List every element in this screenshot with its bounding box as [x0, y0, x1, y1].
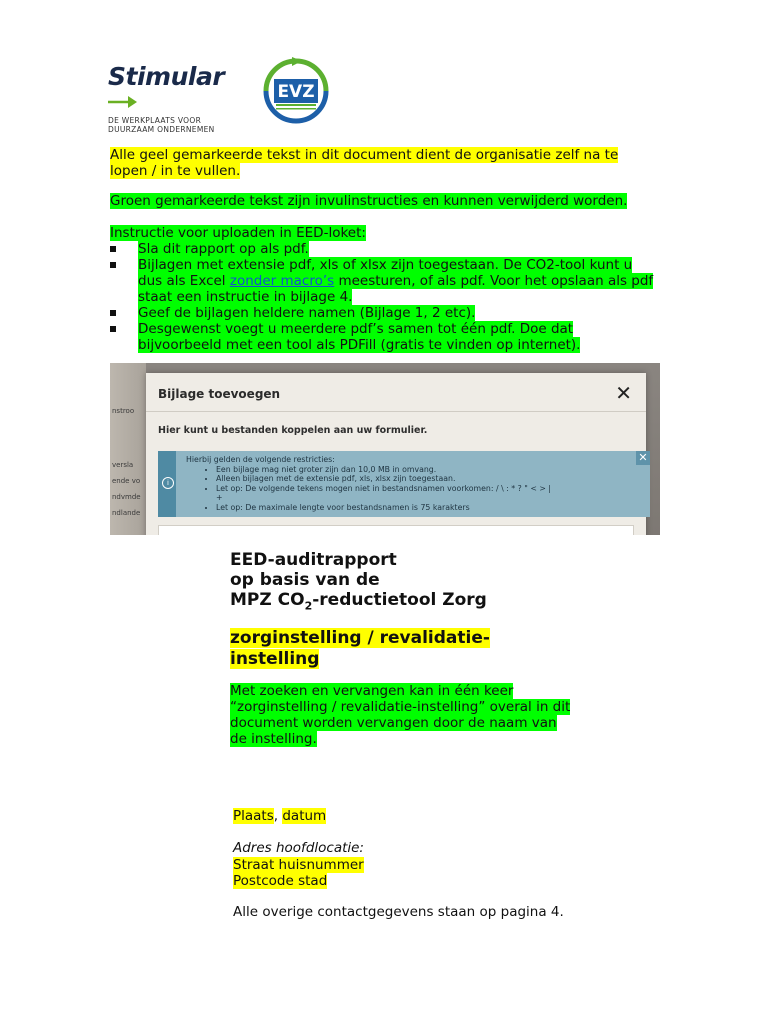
side-label: ndlande — [112, 509, 141, 517]
list-item: • Let op: De maximale lengte voor bestandsnamen is 75 karakters — [216, 503, 551, 513]
other-contacts-note: Alle overige contactgegevens staan op pagina 4. — [233, 904, 564, 920]
organisation-line: instelling — [230, 649, 320, 669]
instruction-line: “zorginstelling / revalidatie-instelling” overal in dit — [230, 699, 571, 715]
stimular-wordmark: Stimular — [108, 62, 225, 91]
dialog-subtitle: Hier kunt u bestanden koppelen aan uw formulier. — [158, 425, 428, 436]
side-label: versla — [112, 461, 134, 469]
upload-bullet-list — [110, 241, 658, 353]
title-text: MPZ CO — [230, 590, 305, 610]
stimular-tagline-line-2: DUURZAAM ONDERNEMEN — [108, 125, 215, 134]
title-line — [230, 590, 650, 616]
postcode-field: Postcode stad — [233, 873, 328, 889]
bullet-text: Geef de bijlagen heldere namen (Bijlage 1, 2 etc). — [138, 305, 476, 321]
bullet-icon — [110, 262, 116, 268]
list-item — [110, 241, 658, 257]
file-drop-area — [158, 525, 634, 535]
restrictions-heading: Hierbij gelden de volgende restricties: — [186, 455, 335, 464]
info-icon: i — [162, 477, 174, 489]
dialog-title: Bijlage toevoegen — [158, 387, 281, 401]
background-form-strip — [110, 363, 146, 535]
bullet-text: Sla dit rapport op als pdf. — [138, 241, 309, 257]
side-label: ndvmde — [112, 493, 141, 501]
list-item: • Let op: De volgende tekens mogen niet in bestandsnamen voorkomen: / \ : * ? " < > | — [216, 484, 551, 494]
street-field: Straat huisnummer — [233, 856, 364, 873]
instruction-line: de instelling. — [230, 731, 317, 747]
list-item: • Alleen bijlagen met de extensie pdf, xls, xlsx zijn toegestaan. — [216, 474, 551, 484]
bijlage-dialog — [146, 373, 646, 535]
green-note-paragraph — [110, 193, 658, 209]
list-item — [110, 321, 658, 353]
stimular-tagline — [108, 116, 248, 134]
close-icon: ✕ — [615, 381, 632, 405]
title-text: -reductietool Zorg — [312, 590, 487, 610]
stimular-tagline-line-1: DE WERKPLAATS VOOR — [108, 116, 202, 125]
yellow-note: Alle geel gemarkeerde tekst in dit document dient de organisatie zelf na te lopen / in te vullen. — [110, 147, 619, 179]
replace-instruction — [230, 683, 610, 747]
upload-heading: Instructie voor uploaden in EED-loket: — [110, 225, 366, 241]
bullet-icon — [110, 326, 116, 332]
list-item — [110, 305, 658, 321]
evz-wordmark: EVZ — [277, 82, 315, 102]
yellow-note-paragraph — [110, 147, 658, 179]
list-item: • Een bijlage mag niet groter zijn dan 10,0 MB in omvang. — [216, 465, 551, 475]
restrictions-list — [186, 465, 551, 513]
dialog-divider — [146, 411, 646, 412]
evz-logo — [262, 57, 330, 125]
list-item: + — [216, 493, 223, 502]
bullet-text — [138, 257, 653, 305]
side-label: ende vo — [112, 477, 141, 485]
bullet-text-part: Bijlagen met extensie pdf, xls of xlsx zijn toegestaan. De CO2-tool kunt u dus als Excel — [138, 257, 633, 289]
report-title — [230, 550, 650, 616]
place-field: Plaats — [233, 808, 274, 824]
arrow-icon — [108, 95, 138, 109]
upload-instructions — [110, 225, 658, 353]
close-icon: ✕ — [636, 451, 650, 465]
date-field: datum — [282, 808, 327, 824]
organisation-line: zorginstelling / revalidatie- — [230, 628, 490, 648]
bullet-text: Desgewenst voegt u meerdere pdf’s samen tot één pdf. Doe dat bijvoorbeeld met een tool als PDFill (gratis te vinden op internet). — [138, 321, 581, 353]
bullet-icon — [110, 246, 116, 252]
restrictions-text — [186, 455, 551, 512]
green-note: Groen gemarkeerde tekst zijn invulinstructies en kunnen verwijderd worden. — [110, 193, 628, 209]
title-line: op basis van de — [230, 570, 380, 590]
upload-dialog-photo — [110, 363, 660, 535]
side-label: nstroo — [112, 407, 135, 415]
zonder-macros-link[interactable]: zonder macro’s — [229, 273, 335, 289]
organisation-name — [230, 628, 650, 670]
bullet-icon — [110, 310, 116, 316]
bullet-text-part: meesturen, of als pdf. Voor het opslaan als pdf staat een instructie in bijlage 4. — [138, 273, 654, 305]
instruction-line: document worden vervangen door de naam van — [230, 715, 557, 731]
subscript-2: 2 — [304, 599, 313, 613]
stimular-logo — [108, 62, 248, 134]
main-address — [233, 840, 364, 890]
address-label: Adres hoofdlocatie: — [233, 840, 364, 856]
separator: , — [273, 808, 279, 824]
instruction-line: Met zoeken en vervangen kan in één keer — [230, 683, 514, 699]
restrictions-info-box — [158, 451, 650, 517]
place-date — [233, 808, 326, 824]
title-line: EED-auditrapport — [230, 550, 397, 570]
list-item — [110, 257, 658, 305]
